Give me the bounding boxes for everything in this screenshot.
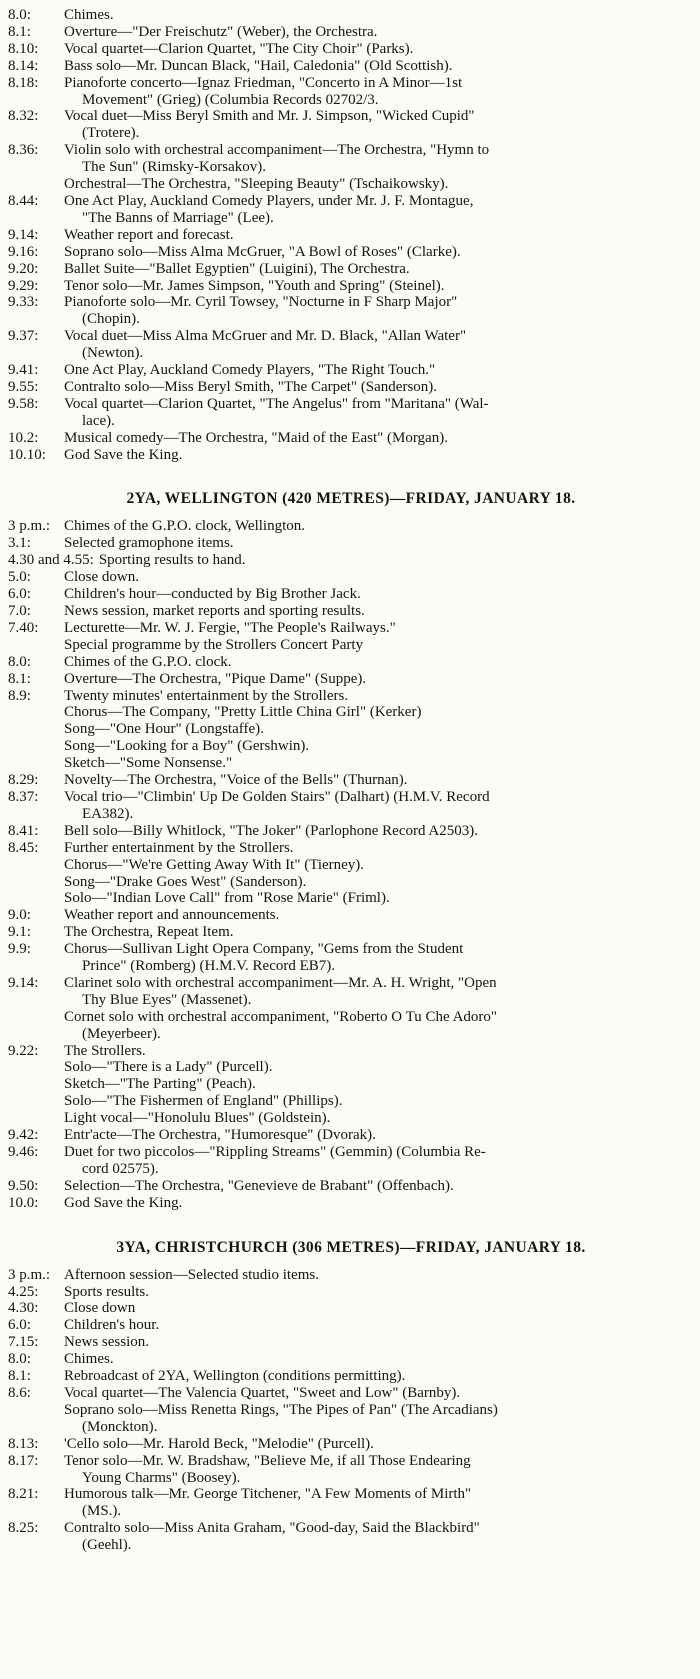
programme-line-continued: Prince" (Romberg) (H.M.V. Record EB7). xyxy=(82,958,336,975)
programme-line: Song—"Drake Goes West" (Sanderson). xyxy=(64,873,307,890)
programme-line: Children's hour. xyxy=(64,1317,160,1334)
programme-item xyxy=(8,396,694,430)
programme-text xyxy=(64,1178,694,1195)
programme-text xyxy=(64,1267,694,1284)
programme-text xyxy=(64,721,694,738)
section-heading: 2YA, WELLINGTON (420 METRES)—FRIDAY, JANUARY 18. xyxy=(126,490,576,508)
programme-text xyxy=(64,1144,694,1178)
programme-time: 4.30: xyxy=(8,1300,39,1317)
programme-item xyxy=(8,176,694,193)
programme-line: Weather report and announcements. xyxy=(64,907,280,924)
programme-item xyxy=(8,362,694,379)
programme-time: 6.0: xyxy=(8,1317,31,1334)
programme-item xyxy=(8,840,694,857)
programme-line: Selected gramophone items. xyxy=(64,535,234,552)
programme-time: 10.0: xyxy=(8,1194,39,1211)
programme-line: Rebroadcast of 2YA, Wellington (conditions permitting). xyxy=(64,1368,406,1385)
section-heading: 3YA, CHRISTCHURCH (306 METRES)—FRIDAY, JANUARY 18. xyxy=(116,1238,586,1256)
programme-item xyxy=(8,1110,694,1127)
programme-time: 8.13: xyxy=(8,1435,39,1452)
programme-item xyxy=(8,924,694,941)
programme-line: Sketch—"The Parting" (Peach). xyxy=(64,1076,256,1093)
programme-text xyxy=(64,907,694,924)
programme-line-continued: cord 02575). xyxy=(82,1160,159,1177)
programme-item xyxy=(8,1093,694,1110)
programme-item xyxy=(8,1453,694,1487)
programme-item xyxy=(8,1368,694,1385)
programme-time: 9.1: xyxy=(8,924,31,941)
programme-text xyxy=(64,857,694,874)
programme-time: 9.0: xyxy=(8,907,31,924)
programme-text xyxy=(64,1486,694,1520)
programme-line: Bell solo—Billy Whitlock, "The Joker" (Parlophone Record A2503). xyxy=(64,822,478,839)
programme-line: Overture—The Orchestra, "Pique Dame" (Suppe). xyxy=(64,670,367,687)
programme-line: Close down xyxy=(64,1300,136,1317)
programme-line: Humorous talk—Mr. George Titchener, "A Few Moments of Mirth" xyxy=(64,1486,472,1503)
section-2ya xyxy=(8,490,694,1211)
programme-item xyxy=(8,671,694,688)
programme-item xyxy=(8,535,694,552)
programme-line: Sporting results to hand. xyxy=(98,552,246,569)
programme-item xyxy=(8,1300,694,1317)
programme-item xyxy=(8,772,694,789)
programme-item xyxy=(8,328,694,362)
programme-time: 5.0: xyxy=(8,569,31,586)
programme-line: Chimes. xyxy=(64,7,114,23)
programme-line: Soprano solo—Miss Alma McGruer, "A Bowl of Roses" (Clarke). xyxy=(64,243,461,260)
programme-text xyxy=(64,7,694,24)
programme-line: Solo—"The Fishermen of England" (Phillips). xyxy=(64,1093,343,1110)
programme-time: 9.46: xyxy=(8,1144,39,1160)
programme-line: Duet for two piccolos—"Rippling Streams" (Gemmin) (Columbia Re- xyxy=(64,1144,486,1160)
programme-line: Musical comedy—The Orchestra, "Maid of the East" (Morgan). xyxy=(64,429,448,446)
programme-line-continued: (Meyerbeer). xyxy=(82,1025,161,1042)
programme-time: 10.2: xyxy=(8,429,39,446)
programme-line: Clarinet solo with orchestral accompaniment—Mr. A. H. Wright, "Open xyxy=(64,974,497,991)
programme-item xyxy=(8,1520,694,1554)
programme-time: 9.29: xyxy=(8,277,39,294)
programme-item xyxy=(8,278,694,295)
programme-line: Contralto solo—Miss Anita Graham, "Good-day, Said the Blackbird" xyxy=(64,1520,480,1537)
programme-line: Vocal quartet—Clarion Quartet, "The City Choir" (Parks). xyxy=(64,40,414,57)
programme-line: Song—"Looking for a Boy" (Gershwin). xyxy=(64,738,310,755)
programme-line: Sports results. xyxy=(64,1283,150,1300)
programme-item xyxy=(8,379,694,396)
programme-line: One Act Play, Auckland Comedy Players, "The Right Touch." xyxy=(64,362,436,379)
programme-line: Light vocal—"Honolulu Blues" (Goldstein). xyxy=(64,1110,331,1127)
programme-line: Violin solo with orchestral accompaniment—The Orchestra, "Hymn to xyxy=(64,142,490,159)
programme-time: 7.40: xyxy=(8,619,39,636)
programme-time: 9.16: xyxy=(8,243,39,260)
programme-item xyxy=(8,244,694,261)
programme-line-continued: Young Charms" (Boosey). xyxy=(82,1469,241,1486)
programme-time: 8.45: xyxy=(8,839,39,856)
programme-text xyxy=(64,1127,694,1144)
programme-time: 9.41: xyxy=(8,362,39,379)
programme-text xyxy=(64,58,694,75)
programme-text xyxy=(64,193,694,227)
programme-time: 9.9: xyxy=(8,941,31,958)
programme-line-continued: (Monckton). xyxy=(82,1418,158,1435)
programme-item xyxy=(8,75,694,109)
programme-text xyxy=(64,569,694,586)
programme-text xyxy=(64,24,694,41)
section-1ya-continued xyxy=(8,7,694,463)
programme-item xyxy=(8,1284,694,1301)
programme-item xyxy=(8,58,694,75)
programme-text xyxy=(64,1284,694,1301)
programme-line: Ballet Suite—"Ballet Egyptien" (Luigini), The Orchestra. xyxy=(64,260,410,277)
programme-item xyxy=(8,823,694,840)
programme-line: Selection—The Orchestra, "Genevieve de Brabant" (Offenbach). xyxy=(64,1177,454,1194)
programme-time: 6.0: xyxy=(8,586,31,603)
programme-text xyxy=(64,1076,694,1093)
programme-line: God Save the King. xyxy=(64,1194,183,1211)
programme-text xyxy=(64,535,694,552)
programme-item xyxy=(8,447,694,464)
programme-line: Chimes of the G.P.O. clock, Wellington. xyxy=(64,518,305,535)
programme-item xyxy=(8,738,694,755)
programme-time: 8.0: xyxy=(8,7,31,23)
programme-line: Pianoforte concerto—Ignaz Friedman, "Concerto in A Minor—1st xyxy=(64,74,463,91)
programme-line: Vocal duet—Miss Beryl Smith and Mr. J. Simpson, "Wicked Cupid" xyxy=(64,108,475,125)
programme-text xyxy=(64,41,694,58)
programme-time: 4.25: xyxy=(8,1283,39,1300)
programme-time: 9.33: xyxy=(8,294,39,311)
programme-line: Children's hour—conducted by Big Brother Jack. xyxy=(64,586,361,603)
programme-line-continued: Thy Blue Eyes" (Massenet). xyxy=(82,991,252,1008)
programme-time: 9.37: xyxy=(8,328,39,345)
programme-item xyxy=(8,688,694,705)
programme-line: Vocal quartet—The Valencia Quartet, "Sweet and Low" (Barnby). xyxy=(64,1384,461,1401)
programme-text xyxy=(64,1059,694,1076)
programme-text xyxy=(64,924,694,941)
programme-text xyxy=(64,1317,694,1334)
programme-item xyxy=(8,569,694,586)
programme-text xyxy=(64,244,694,261)
programme-item xyxy=(8,7,694,24)
programme-time: 8.36: xyxy=(8,142,39,159)
programme-line: Chimes. xyxy=(64,1351,114,1368)
programme-item xyxy=(8,1351,694,1368)
programme-item xyxy=(8,789,694,823)
programme-item xyxy=(8,552,694,569)
programme-item xyxy=(8,755,694,772)
programme-text xyxy=(64,108,694,142)
programme-item xyxy=(8,1127,694,1144)
programme-item xyxy=(8,1267,694,1284)
programme-item xyxy=(8,1076,694,1093)
programme-text xyxy=(99,552,694,569)
programme-item xyxy=(8,620,694,637)
programme-time: 8.0: xyxy=(8,1351,31,1368)
programme-line: Orchestral—The Orchestra, "Sleeping Beauty" (Tschaikowsky). xyxy=(64,176,449,193)
programme-text xyxy=(64,874,694,891)
programme-item xyxy=(8,1178,694,1195)
programme-time: 8.44: xyxy=(8,192,39,209)
programme-line-continued: "The Banns of Marriage" (Lee). xyxy=(82,209,274,226)
programme-item xyxy=(8,1059,694,1076)
programme-text xyxy=(64,328,694,362)
programme-item xyxy=(8,1009,694,1043)
programme-time: 10.10: xyxy=(8,446,46,463)
programme-line: Tenor solo—Mr. James Simpson, "Youth and Spring" (Steinel). xyxy=(64,277,445,294)
programme-text xyxy=(64,1093,694,1110)
programme-text xyxy=(64,738,694,755)
programme-text xyxy=(64,1300,694,1317)
programme-text xyxy=(64,654,694,671)
programme-text xyxy=(64,379,694,396)
programme-text xyxy=(64,941,694,975)
programme-text xyxy=(64,586,694,603)
programme-item xyxy=(8,24,694,41)
programme-text xyxy=(64,772,694,789)
programme-item xyxy=(8,1385,694,1402)
programme-line: The Strollers. xyxy=(64,1042,146,1059)
programme-line: God Save the King. xyxy=(64,446,183,463)
programme-text xyxy=(64,75,694,109)
programme-text xyxy=(64,603,694,620)
programme-time: 9.14: xyxy=(8,974,39,991)
programme-time: 8.21: xyxy=(8,1486,39,1503)
programme-text xyxy=(64,637,694,654)
programme-line: Twenty minutes' entertainment by the Strollers. xyxy=(64,687,349,704)
programme-line: Novelty—The Orchestra, "Voice of the Bells" (Thurnan). xyxy=(64,772,408,789)
programme-item xyxy=(8,193,694,227)
programme-line: Overture—"Der Freischutz" (Weber), the Orchestra. xyxy=(64,23,378,40)
programme-line-continued: The Sun" (Rimsky-Korsakov). xyxy=(82,159,267,176)
programme-item xyxy=(8,1144,694,1178)
programme-line-continued: (Chopin). xyxy=(82,311,140,328)
programme-time: 8.14: xyxy=(8,57,39,74)
programme-line: Sketch—"Some Nonsense." xyxy=(64,755,233,772)
programme-text xyxy=(64,176,694,193)
programme-line: Vocal duet—Miss Alma McGruer and Mr. D. Black, "Allan Water" xyxy=(64,328,467,345)
programme-line: Special programme by the Strollers Concert Party xyxy=(64,636,364,653)
programme-item xyxy=(8,518,694,535)
programme-time: 8.10: xyxy=(8,40,39,57)
programme-text xyxy=(64,1368,694,1385)
programme-time: 9.42: xyxy=(8,1127,39,1144)
section-3ya xyxy=(8,1239,694,1554)
programme-time: 3 p.m.: xyxy=(8,1266,51,1283)
programme-item xyxy=(8,142,694,176)
programme-text xyxy=(64,1385,694,1402)
programme-line: Bass solo—Mr. Duncan Black, "Hail, Caledonia" (Old Scottish). xyxy=(64,57,453,74)
programme-line: Solo—"There is a Lady" (Purcell). xyxy=(64,1059,273,1076)
programme-time: 8.41: xyxy=(8,822,39,839)
programme-item xyxy=(8,1043,694,1060)
programme-text xyxy=(64,430,694,447)
programme-text xyxy=(64,620,694,637)
programme-line-continued: (Geehl). xyxy=(82,1537,132,1554)
programme-line-continued: Movement" (Grieg) (Columbia Records 02702/3. xyxy=(82,91,379,108)
programme-line: The Orchestra, Repeat Item. xyxy=(64,924,234,941)
programme-item xyxy=(8,294,694,328)
programme-time: 9.58: xyxy=(8,395,39,412)
programme-text xyxy=(64,789,694,823)
programme-line: Entr'acte—The Orchestra, "Humoresque" (Dvorak). xyxy=(64,1127,376,1144)
programme-text xyxy=(64,975,694,1009)
programme-time: 8.18: xyxy=(8,74,39,91)
programme-text xyxy=(64,1195,694,1212)
programme-time: 9.22: xyxy=(8,1042,39,1059)
programme-line: Chorus—"We're Getting Away With It" (Tierney). xyxy=(64,856,365,873)
programme-item xyxy=(8,430,694,447)
programme-line: Further entertainment by the Strollers. xyxy=(64,839,294,856)
programme-text xyxy=(64,755,694,772)
programme-text xyxy=(64,704,694,721)
programme-text xyxy=(64,823,694,840)
programme-line: Pianoforte solo—Mr. Cyril Towsey, "Nocturne in F Sharp Major" xyxy=(64,294,458,311)
programme-time: 9.20: xyxy=(8,260,39,277)
programme-item xyxy=(8,1402,694,1436)
programme-line: Tenor solo—Mr. W. Bradshaw, "Believe Me, if all Those Endearing xyxy=(64,1452,471,1469)
programme-item xyxy=(8,41,694,58)
programme-item xyxy=(8,603,694,620)
programme-line: News session. xyxy=(64,1334,149,1351)
programme-line: Lecturette—Mr. W. J. Fergie, "The People's Railways." xyxy=(64,619,396,636)
programme-line-continued: lace). xyxy=(82,412,115,429)
programme-line-continued: (MS.). xyxy=(82,1503,122,1520)
programme-item xyxy=(8,857,694,874)
programme-time: 3.1: xyxy=(8,535,31,552)
programme-line: Chorus—Sullivan Light Opera Company, "Gems from the Student xyxy=(64,941,464,958)
programme-line: Song—"One Hour" (Longstaffe). xyxy=(64,721,264,738)
programme-line: Vocal quartet—Clarion Quartet, "The Angelus" from "Maritana" (Wal- xyxy=(64,395,489,412)
programme-line: Chorus—The Company, "Pretty Little China Girl" (Kerker) xyxy=(64,704,422,721)
programme-line: Weather report and forecast. xyxy=(64,226,234,243)
programme-text xyxy=(64,1402,694,1436)
programme-text xyxy=(64,1453,694,1487)
programme-text xyxy=(64,1351,694,1368)
programme-item xyxy=(8,261,694,278)
programme-item xyxy=(8,874,694,891)
programme-item xyxy=(8,1195,694,1212)
programme-item xyxy=(8,654,694,671)
programme-item xyxy=(8,941,694,975)
programme-time: 8.9: xyxy=(8,687,31,704)
programme-time: 8.1: xyxy=(8,1368,31,1385)
programme-line: Vocal trio—"Climbin' Up De Golden Stairs" (Dalhart) (H.M.V. Record xyxy=(64,788,490,805)
programme-text xyxy=(64,294,694,328)
programme-time: 9.55: xyxy=(8,378,39,395)
programme-text xyxy=(64,840,694,857)
programme-item xyxy=(8,108,694,142)
programme-item xyxy=(8,1436,694,1453)
programme-text xyxy=(64,1009,694,1043)
programme-line: One Act Play, Auckland Comedy Players, under Mr. J. F. Montague, xyxy=(64,192,474,209)
programme-time: 7.15: xyxy=(8,1334,39,1351)
programme-text xyxy=(64,1043,694,1060)
programme-time: 3 p.m.: xyxy=(8,518,51,535)
programme-time: 8.17: xyxy=(8,1452,39,1469)
programme-line: 'Cello solo—Mr. Harold Beck, "Melodie" (Purcell). xyxy=(64,1435,374,1452)
programme-text xyxy=(64,518,694,535)
programme-text xyxy=(64,688,694,705)
programme-item xyxy=(8,637,694,654)
programme-text xyxy=(64,447,694,464)
programme-text xyxy=(64,362,694,379)
programme-text xyxy=(64,142,694,176)
programme-text xyxy=(64,1334,694,1351)
programme-text xyxy=(64,1520,694,1554)
programme-time: 8.29: xyxy=(8,772,39,789)
programme-item xyxy=(8,586,694,603)
programme-time: 7.0: xyxy=(8,603,31,619)
programme-text xyxy=(64,278,694,295)
programme-line-continued: (Trotere). xyxy=(82,125,140,142)
programme-text xyxy=(64,1436,694,1453)
programme-time: 8.37: xyxy=(8,788,39,805)
programme-line: Close down. xyxy=(64,569,139,586)
programme-time: 8.32: xyxy=(8,108,39,125)
programme-text xyxy=(64,227,694,244)
programme-line: News session, market reports and sporting results. xyxy=(64,603,365,619)
programme-item xyxy=(8,975,694,1009)
programme-line-continued: (Newton). xyxy=(82,345,144,362)
programme-line: Solo—"Indian Love Call" from "Rose Marie" (Friml). xyxy=(64,890,390,907)
programme-item xyxy=(8,1317,694,1334)
programme-text xyxy=(64,396,694,430)
programme-time: 8.0: xyxy=(8,653,31,670)
programme-time: 9.50: xyxy=(8,1177,39,1194)
programme-time: 8.6: xyxy=(8,1384,31,1401)
programme-item xyxy=(8,704,694,721)
programme-item xyxy=(8,227,694,244)
programme-time: 8.1: xyxy=(8,670,31,687)
programme-time: 8.25: xyxy=(8,1520,39,1537)
programme-text xyxy=(64,890,694,907)
programme-line: Afternoon session—Selected studio items. xyxy=(64,1266,319,1283)
programme-text xyxy=(64,1110,694,1127)
programme-line: Contralto solo—Miss Beryl Smith, "The Carpet" (Sanderson). xyxy=(64,378,438,395)
programme-item xyxy=(8,890,694,907)
programme-time: 4.30 and 4.55: xyxy=(8,552,94,569)
programme-item xyxy=(8,721,694,738)
programme-item xyxy=(8,907,694,924)
programme-line-continued: EA382). xyxy=(82,805,134,822)
programme-text xyxy=(64,261,694,278)
programme-item xyxy=(8,1334,694,1351)
programme-item xyxy=(8,1486,694,1520)
programme-time: 8.1: xyxy=(8,23,31,40)
programme-text xyxy=(64,671,694,688)
programme-time: 9.14: xyxy=(8,226,39,243)
programme-line: Chimes of the G.P.O. clock. xyxy=(64,653,232,670)
programme-line: Cornet solo with orchestral accompaniment, "Roberto O Tu Che Adoro" xyxy=(64,1008,498,1025)
programme-line: Soprano solo—Miss Renetta Rings, "The Pipes of Pan" (The Arcadians) xyxy=(64,1401,498,1418)
